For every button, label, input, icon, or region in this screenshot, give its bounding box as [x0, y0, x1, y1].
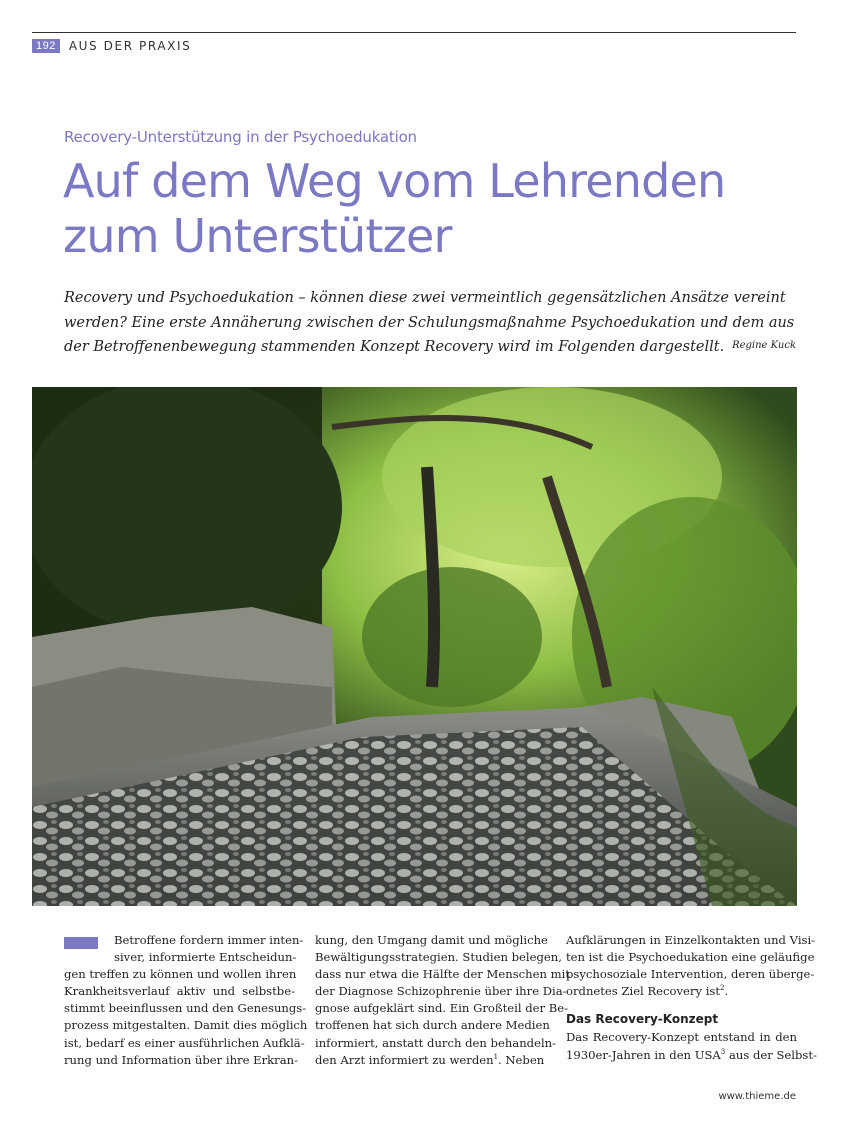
- footer-url[interactable]: www.thieme.de: [718, 1091, 796, 1102]
- running-header: [32, 39, 191, 53]
- body-line: der Diagnose Schizophrenie über ihre Dia-: [315, 984, 567, 999]
- body-line: Das Recovery-Konzept entstand in den: [566, 1030, 797, 1045]
- body-line: [566, 983, 797, 1000]
- body-line: gnose aufgeklärt sind. Ein Großteil der Be-: [315, 1001, 569, 1016]
- title-line: Auf dem Weg vom Lehrenden: [63, 154, 726, 208]
- body-text: aus der Selbst-: [725, 1047, 817, 1062]
- lead-line: der Betroffenenbewegung stammenden Konzept Recovery wird im Folgenden dargestellt.: [64, 339, 725, 355]
- article-author: Regine Kuck: [732, 340, 796, 351]
- title-line: zum Unterstützer: [63, 209, 452, 263]
- body-text: den Arzt informiert zu werden: [315, 1052, 494, 1067]
- body-column-3: [566, 932, 817, 1064]
- lead-line: werden? Eine erste Annäherung zwischen der Schulungsmaßnahme Psychoedukation und dem aus: [64, 314, 795, 331]
- section-label: AUS DER PRAXIS: [68, 39, 192, 53]
- body-line: gen treffen zu können und wollen ihren: [64, 967, 297, 982]
- body-line: prozess mitgestalten. Damit dies möglich: [64, 1018, 308, 1033]
- body-line: psychosoziale Intervention, deren überge-: [566, 967, 815, 982]
- body-text: .: [724, 984, 729, 999]
- article-kicker: Recovery-Unterstützung in der Psychoedukation: [64, 128, 417, 146]
- body-line: ist, bedarf es einer ausführlichen Aufklä-: [64, 1035, 305, 1050]
- body-text: 1930er-Jahren in den USA: [566, 1047, 721, 1062]
- footnote-ref: 1: [493, 1052, 499, 1061]
- body-line: troffenen hat sich durch andere Medien: [315, 1018, 550, 1033]
- body-line: dass nur etwa die Hälfte der Menschen mit: [315, 967, 571, 982]
- page-number: 192: [32, 39, 60, 53]
- body-column-1: [64, 932, 308, 1069]
- body-line: siver, informierte Entscheidun-: [114, 950, 297, 965]
- body-column-2: [315, 932, 571, 1069]
- body-line: Betroffene fordern immer inten-: [114, 933, 304, 947]
- footnote-ref: 3: [720, 1047, 726, 1056]
- lead-line: Recovery und Psychoedukation – können diese zwei vermeintlich gegensätzlichen Ansätze vereint: [64, 290, 786, 306]
- body-line: Aufklärungen in Einzelkontakten und Visi-: [566, 933, 816, 947]
- section-heading: Das Recovery-Konzept: [566, 1012, 719, 1027]
- body-line: [566, 1047, 817, 1064]
- body-line: [315, 1052, 546, 1069]
- article-lead: [64, 286, 796, 360]
- body-line: stimmt beeinflussen und den Genesungs-: [64, 1001, 307, 1016]
- footnote-ref: 2: [720, 984, 725, 993]
- body-text: ordnetes Ziel Recovery ist: [566, 984, 721, 999]
- body-line: Krankheitsverlauf aktiv und selbstbe-: [64, 984, 295, 999]
- article-title: [63, 154, 803, 264]
- header-rule: [32, 32, 796, 33]
- body-line: Bewältigungsstrategien. Studien belegen,: [315, 950, 562, 965]
- body-line: ten ist die Psychoedukation eine geläufige: [566, 950, 815, 965]
- body-line: informiert, anstatt durch den behandeln-: [315, 1035, 557, 1050]
- article-photo: [32, 387, 797, 906]
- body-text: . Neben: [498, 1052, 545, 1067]
- body-line: rung und Information über ihre Erkran-: [64, 1052, 298, 1067]
- body-line: kung, den Umgang damit und mögliche: [315, 933, 548, 947]
